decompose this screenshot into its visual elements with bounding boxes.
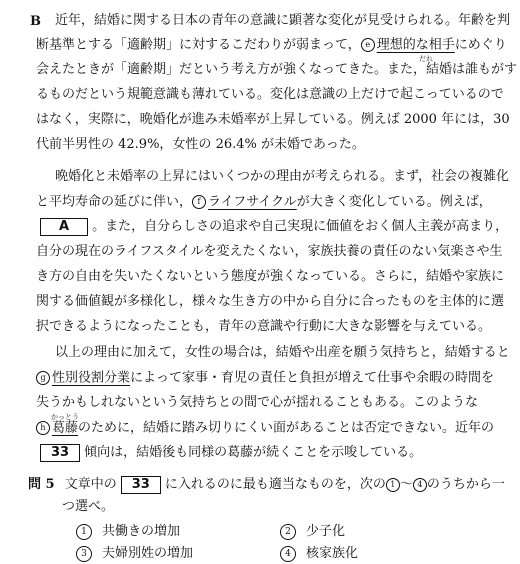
option-text: 核家族化 (306, 546, 359, 561)
text-line-12: 関する価値観が多様化し，様々な生き方の中から自分に合ったものを主体的に選 (36, 294, 505, 309)
text-line-13: 択できるようになったことも，青年の意識や行動に大きな影響を与えている。 (36, 319, 492, 334)
option-4[interactable] (280, 542, 358, 562)
text-line-1: 近年，結婚に関する日本の青年の意識に顕著な変化が見受けられる。年齢を判 (55, 13, 511, 28)
question-label: 問 5 (28, 477, 55, 492)
option-number: 3 (76, 546, 92, 562)
option-text: 夫婦別姓の増加 (102, 546, 194, 561)
option-text: 少子化 (306, 524, 346, 539)
marker-e: e (361, 38, 375, 52)
section-label: B (30, 14, 41, 29)
option-number: 1 (76, 524, 92, 540)
text-line-9: A 。また，自分らしさの追求や自己実現に価値をおく個人主義が高まり， (36, 218, 508, 236)
text-line-10: 自分の現在のライフスタイルを変えたくない，家族扶養の責任のない気楽さや生 (36, 244, 503, 259)
option-1[interactable] (76, 520, 180, 540)
underline-gender-roles: 性別役割分業 (52, 370, 131, 386)
option-number: 4 (280, 546, 296, 562)
text-line-11: き方の自由を失いたくないという態度が強くなっている。さらに，結婚や家族に (36, 269, 505, 284)
text-line-5: はなく，実際に，晩婚化が進み未婚率が上昇している。例えば 2000 年には，30 (36, 112, 510, 127)
underline-kattou: 葛藤 (52, 420, 79, 436)
text-line-7: 晩婚化と未婚率の上昇にはいくつかの理由が考えられる。まず，社会の複雑化 (55, 169, 509, 184)
marker-h: h (36, 421, 50, 435)
text-line-18: 33 傾向は，結婚後も同様の葛藤が続くことを示唆している。 (36, 444, 422, 462)
text-line-2: 断基準とする「適齢期」に対するこだわりが弱まって， e 理想的な相手にめぐり (36, 37, 507, 53)
blank-box-33: 33 (40, 444, 80, 462)
ruby-kattou: かっとう (51, 413, 79, 421)
question-line-2: つ選べ。 (62, 499, 115, 514)
underline-life-cycle: ライフサイクル (208, 194, 297, 210)
ruby-dare: だれ (419, 55, 433, 63)
text-line-3: 会えたときが「適齢期」だという考え方が強くなってきた。また，結婚は誰もがす (36, 62, 518, 77)
option-3[interactable] (76, 542, 193, 562)
text-line-16: 失うかもしれないという気持ちとの間で心が揺れることもある。このような (36, 395, 479, 410)
text-line-14: 以上の理由に加えて，女性の場合は，結婚や出産を願う気持ちと，結婚すると (55, 345, 510, 360)
question-box-33: 33 (121, 476, 161, 494)
text-line-4: るものだという規範意識も薄れている。変化は意識の上だけで起こっているので (36, 87, 504, 102)
question-line-1: 問 5 文章中の 33 に入れるのに最も適当なものを，次の 1 〜 4 のうちから一 (28, 477, 505, 492)
option-2[interactable] (280, 520, 345, 540)
underline-ideal-partner: 理想的な相手 (376, 37, 455, 53)
text-line-6: 代前半男性の 42.9%，女性の 26.4% が未婚であった。 (36, 137, 365, 152)
option-text: 共働きの増加 (102, 524, 181, 539)
text-line-17: h 葛藤のために，結婚に踏み切りにくい面があることは否定できない。近年の (36, 421, 494, 435)
marker-f: f (192, 195, 206, 209)
text-line-15: g 性別役割分業によって家事・育児の責任と負担が増えて仕事や余暇の時間を (36, 371, 494, 385)
option-number: 2 (280, 524, 296, 540)
text-line-8: と平均寿命の延びに伴い， f ライフサイクルが大きく変化している。例えば， (36, 194, 492, 210)
marker-g: g (36, 371, 50, 385)
blank-box-a: A (40, 218, 88, 236)
